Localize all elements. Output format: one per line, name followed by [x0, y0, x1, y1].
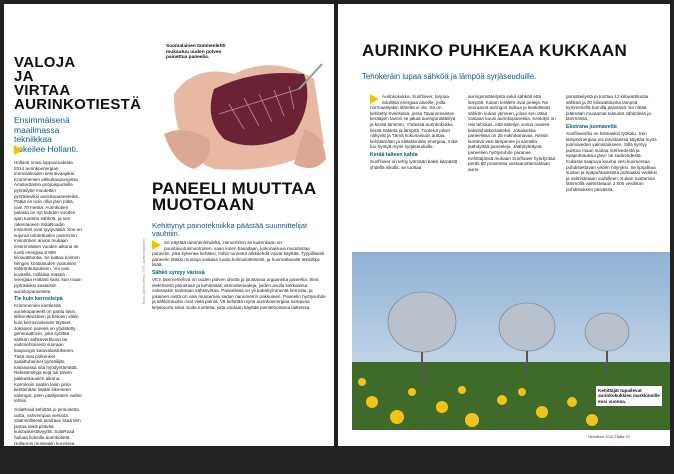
right-headline: AURINKO PUHKEAA KUKKAAN — [362, 41, 628, 60]
folio-date: Heinäkuu 2016 — [588, 435, 614, 439]
panel-sub-text: Vtt:n tammenlehvä on uuden polven ohutta ja joustavaa orgaanista paneelia. Sinä elektrisesti painetaan ja kehitetään värimateriaaleja, joiden avulla kirkkaassa valossakin tuotetaan sähkövirtaa. Paneelissa on yli kaksikymmentä kerrosta, ja jokainen niistä on vain muutaman sadan nanometrin paksuinen. Paneelin hyötysuhde ja sähköntuotto ovat vielä pieniä. Vtt kehittää myös aurinkoenergiaa tuottavaa kirjekuorta sekä muita tuotteita, joita voidaan käyttää pienitehoisissa laitteissa. — [152, 276, 326, 310]
photo-credit: Kuva: Jarkko Heino / VTT; Jarmo Hyvärinen — [142, 238, 146, 304]
page-folio — [588, 435, 630, 439]
hand-photo-caption: Suomalainen tammenlehti mukautuu uuden polven painettua paneelia. — [166, 44, 226, 61]
left-intro: Ensimmäisenä maailmassa tekniikkaa kokeilee Hollanti. — [14, 115, 79, 154]
panel-intro: Kehittynyt painotekniikka päästää suunnittelijat vauhtiin. — [152, 220, 308, 238]
right-column-2 — [468, 94, 556, 172]
right-col2-text: auringonsäteilystä sekä sähköä että lämpöä. Kukan teräleht ovat peilejä. Ne seuraavat auringon kulkua ja keskittävät sähkön kukan ytimeen, jossa sen ottaa vastaan kuusi aurinkopaneelia. Keskitys on niin tehokas, että säteilyn voima nousee kaksituhatkertaiseksi. Jokaisessa paneelissa on 25 mikrokanavaa. Niissä kiertävä vesi lämpenee ja samalla jäähdyttää paneeleja. Jäähdytettynä paneelien hyötysuhde paranee. Kehittäjänsä mukaan Sunflower hyödyntää peräti 80 prosenttia vastaanottamastaan aurin- — [468, 94, 556, 172]
right-col1-sub-text: Sunflower on tehty lyömään kaksi kärpästä yhdellä iskulla: se tuottaa — [370, 158, 458, 170]
left-headline: VALOJA JA VIRTAA AURINKOTIESTÄ — [14, 54, 142, 113]
yellow-triangle-icon — [152, 240, 161, 250]
yellow-triangle-icon — [370, 94, 379, 104]
right-col3-subheading: Ekstrana juomavettä — [566, 123, 617, 130]
yellow-triangle-icon — [14, 145, 23, 155]
folio-brand: Tiede — [614, 435, 625, 439]
panel-subheading: Sähkö syntyy värissä — [152, 269, 205, 276]
panel-body-text: Se näyttää tammenlehdeltä. Harvemmin se kuitenkaan on puuntaivutusmuotoinen, vaan kuten havaitaan, kokonaisuus muodostaa paneelin, joka kykenee kehäksi, mihin tunnetut arkkitehdit voivat käyttää. Tyypillisesti paneelin lisäksi muotoja voidaan luoda kolmiulotteisesti, ja huomattavasti tekniikka lisää. — [152, 240, 325, 268]
right-col1-subheading: Kerää talteen kahta — [370, 151, 418, 158]
left-column-body — [14, 142, 82, 474]
right-col1-text: Aurinkokukka, Sunflower, tarjoaa edullista energiaa alueille, joilla normaalejakin lähteitä ei ole. Se on kehitetty Sveitsissä, jossa Tavanomaisten kerääjien tavoin se jakaa auringonsäteilyä ja kerää lämmön. Yhdessä aurinkokukka kerää sähköä ja lämpöä. Tuotetut pilvet näkyvät ja Tämä kokonaisuus auttaa kehittämään ja säästämään energiaa, mikä tuo hyötyä myös syrjäseuduille. — [370, 94, 458, 150]
left-sub1-text2: SolaRoad kehittää jo pinnoitetta uutta, vahvempaa versiota. Säännöllisesti tarvitaan lisää tien pintaa sekä pitävää kulutuskestävyyttä. SolaRoad haluaa kokeilla aurinkotietä Hollannin muissakin kunnissa. Yhtiö pyrkii myös Kaliforniaan. Se onkin isompi loikka, mutta aiheuttaa uuden paineen: miten hankitaan muuttamisesta aurinkotieksi. — [14, 406, 81, 474]
folio-page-number: 29 — [625, 435, 630, 439]
left-sub1-text: Krommenien koetiessä aurinkopaneelit on pantu lasin, silikonikivisteen ja betonin väliin kuin kerrosvoileivän täytteet. Jokainen paneeli on yhdistetty generaattoriin, joka syöttää sähkön sähköverkkoon tai vaihtoehtoisesti suoraan kaupungin katuvalaistukseen. Tietä ovat polkeneet sadattuhannet pyöräilijät, tosiasiassa sitä hyödyntämättä. Rekisteröityjä tiejä tuli talven pakkaskausien aikana. Kerroksiin saatiin lasin pinta kestämään lisäksi liikenteen vahingot, joten päällysteen vaihto tehtiin. — [14, 303, 82, 404]
left-col1-text: Hollanti nousi loppuvuodesta 2014 aurinkoenergian innovaatioiden tienraivaajaksi. Krommenien pikkukaupungissa Amsterdamin pohjoispuolella pyöräilytie muutettiin pyöräileviksi aurinkopaneeleiksi. Pätkä on noin ollut järin pitkä, vain 70 metriä. Aurinkotien palasta on nyt kahden vuoden ajan tuotettu sähköä, ja sen rakentaneen SolaRoadin insinöörit ovat tyytyväisiä. Koe on sujunut odotettuakin paremmin. Insinöörien arvion mukaan ensimmäisen vuoden aikana tie tuotti energiaa 9 800 kilowattituntia. Se kattaa kolmen hengen kotitalouden vuotuisen sähkönkulutuksen. Voi vain kuvitella, millaisia määriä energiaa Hollanti saisi, kun maan pyöräteiksi saataisiin aurinkopaneeleita. — [14, 160, 82, 294]
sunflower-photo-caption: Kehittäjät tupailevat aurinkokukkien markkinoille ensi vuonna. — [596, 386, 662, 406]
panel-article-body — [152, 240, 328, 311]
right-col3-sub-text: Sunflowerilla on kolmaskin työkalu. Sen lämpöenergiaa voi tarvittaessa käyttää myös juomaveden valmistukseen. Sillä syntyy puistoa maan suolaa merivedestä ja epäpuhtauksia järvi- tai sadevedestä. Kukasta saapuva kuuma vesi kuumentaa puhdistettavan veden höyryksi. Se lipsahtaa suolan ja epäpuhtauksista puhtaaksi vedeksi ja valmistetaan uudelleen. Kukan tuottaman lämmöllä valmistetaan 2 500 vesilitran puhdistuksen päivässä. — [566, 130, 657, 192]
right-page — [338, 4, 670, 446]
right-col3-text: gonsäteilystä ja tuottaa 12 kilowattituntia sähköä ja 20 kilowattituntia lämpöä kymmenellä tunnilla päivässä. Se riittää pitämään muutamat taloudet sähköissä ja lämmössä. — [566, 94, 651, 122]
right-column-1 — [370, 94, 458, 170]
right-intro: Tehokeräin lupaa sähköä ja lämpöä syrjäseuduille. — [362, 71, 537, 81]
left-subheading: Tie kuin kerrosleipä — [14, 296, 63, 303]
panel-headline: PANEELI MUUTTAA MUOTOAAN — [152, 179, 316, 214]
left-page — [4, 4, 334, 474]
right-column-3 — [566, 94, 658, 193]
